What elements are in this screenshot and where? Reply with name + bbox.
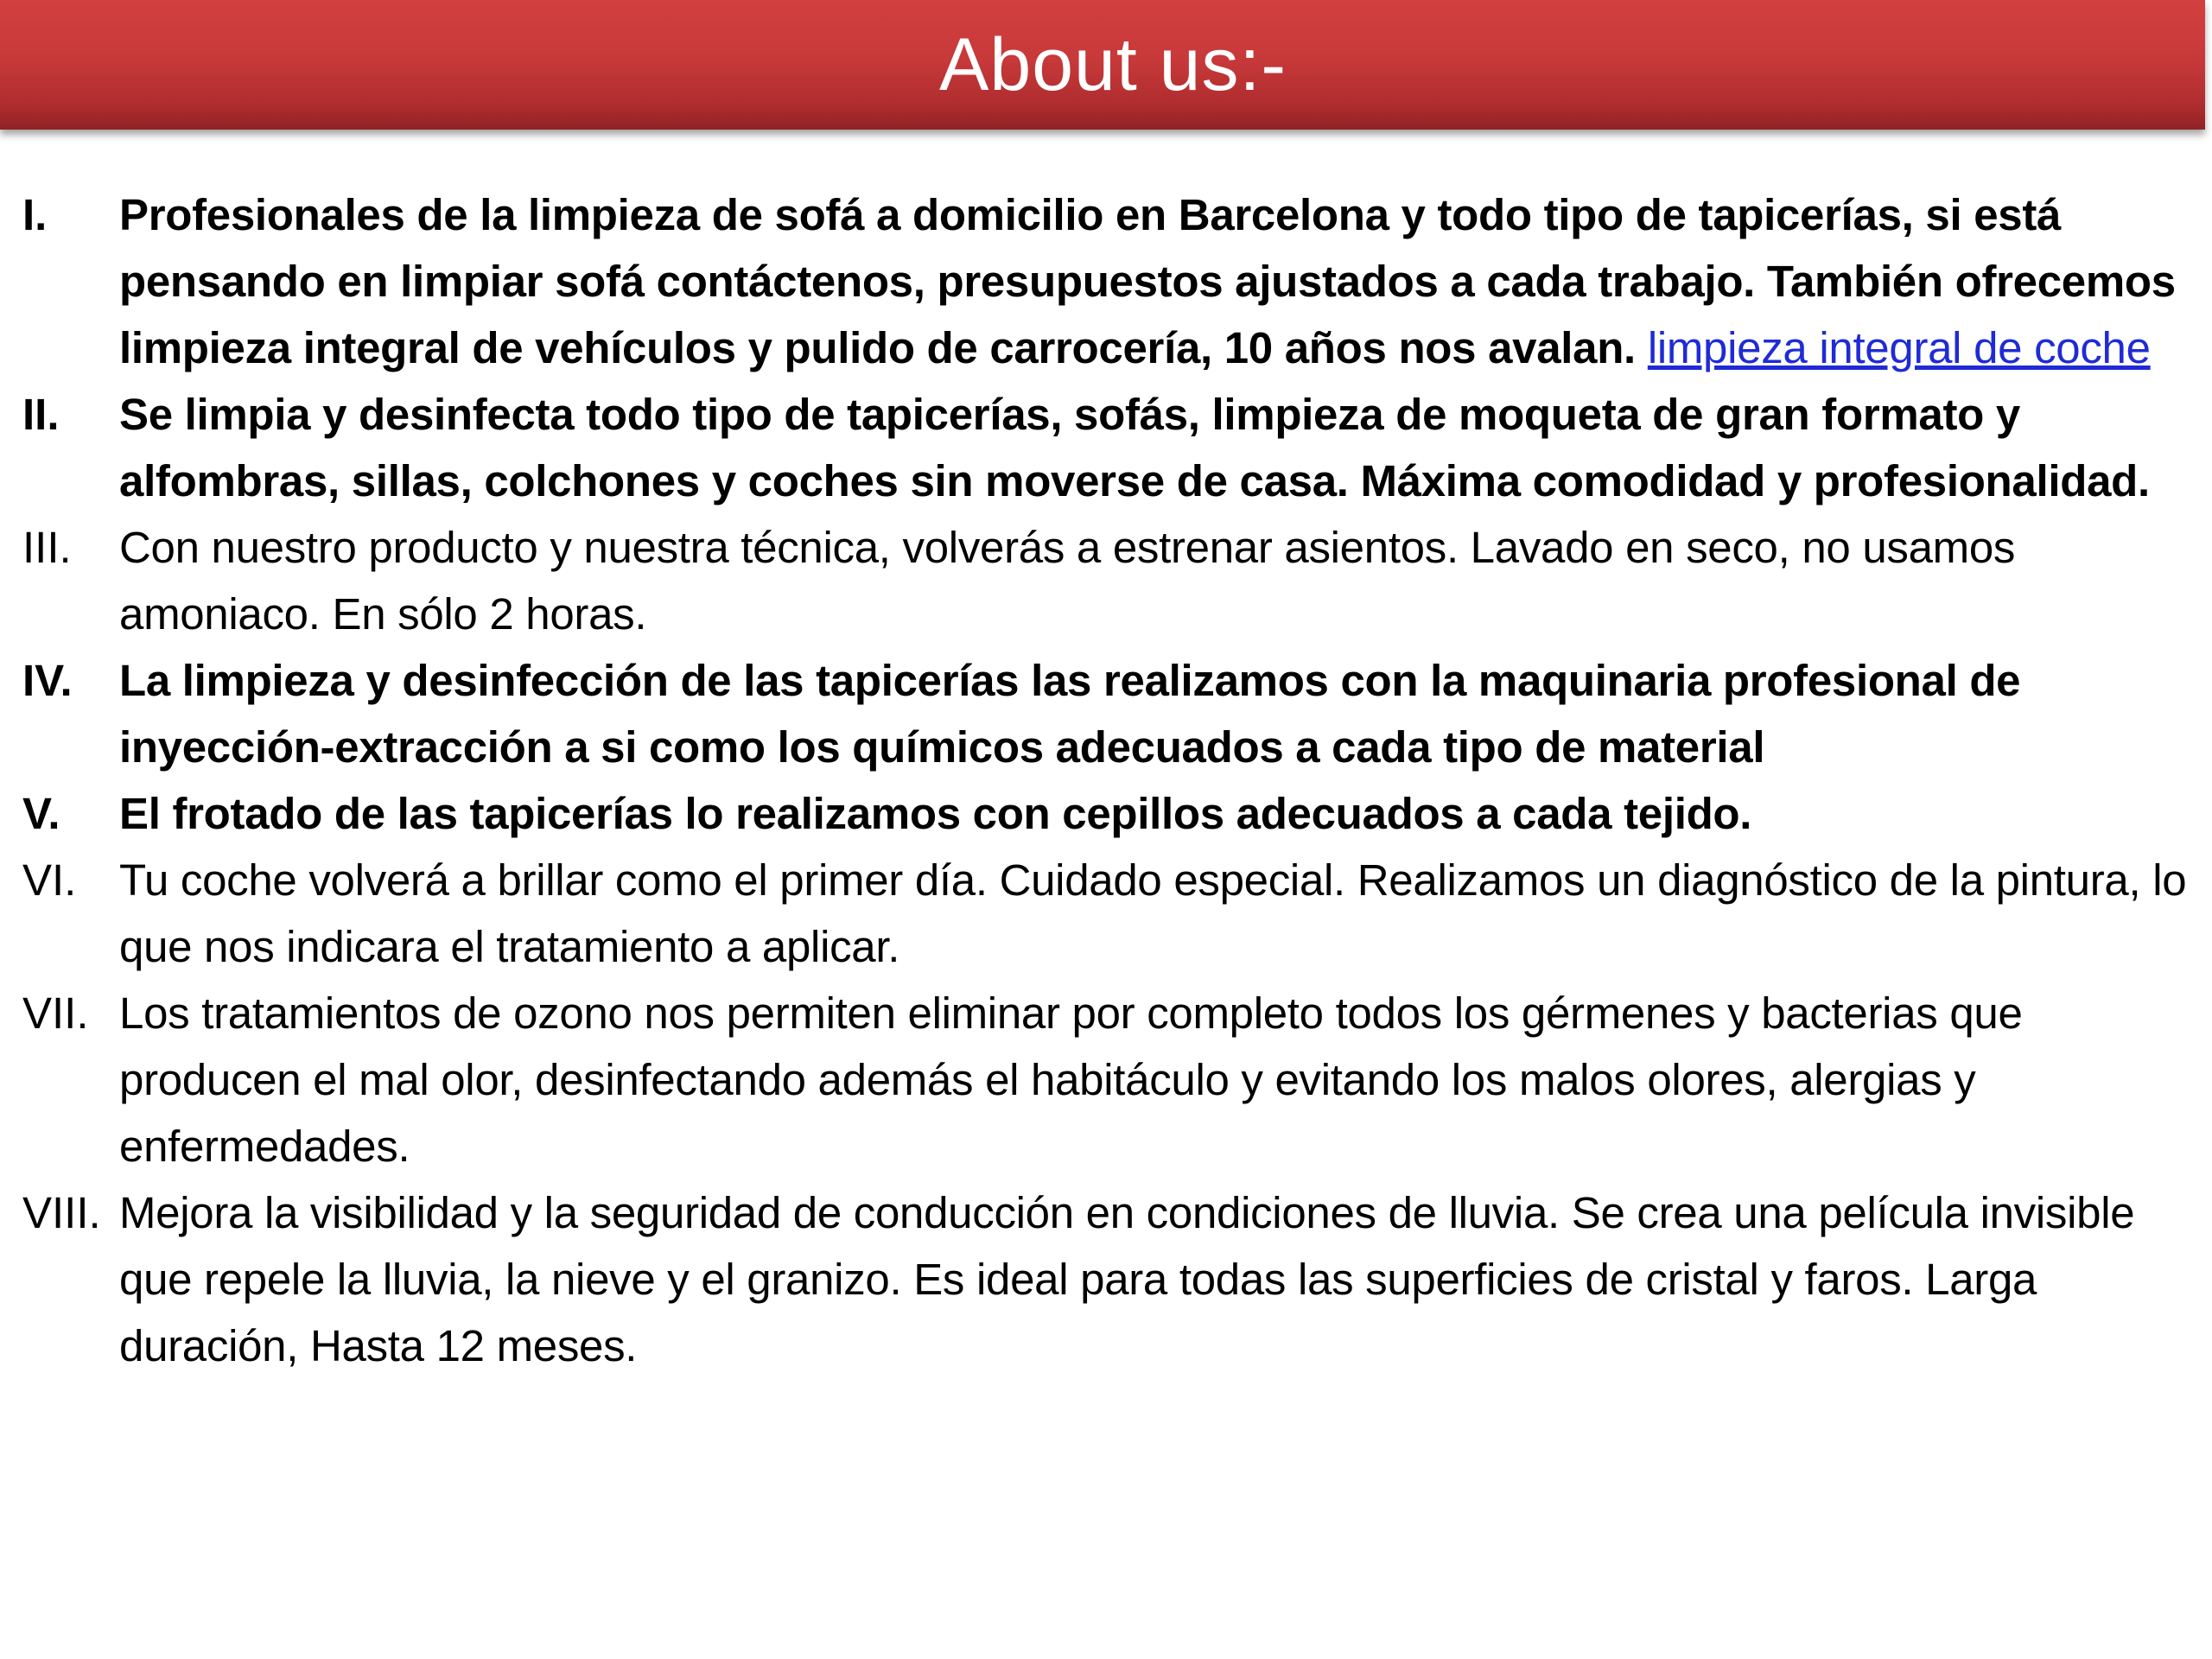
list-item-7 [22,980,2200,1179]
list-item-5 [22,780,2200,847]
list-numeral: I. [22,190,48,239]
list-item-text: Se limpia y desinfecta todo tipo de tapicerías, sofás, limpieza de moqueta de gran formato y alfombras, sillas, colchones y coches sin moverse de casa. Máxima comodidad y profesionalidad. [119,390,2150,505]
list-numeral: VII. [22,988,89,1038]
list-item-3 [22,514,2200,647]
list-numeral: VI. [22,855,77,905]
list-numeral: V. [22,789,60,838]
list-item-text: Con nuestro producto y nuestra técnica, volverás a estrenar asientos. Lavado en seco, no usamos amoniaco. En sólo 2 horas. [119,523,2016,639]
list-item-1 [22,181,2200,381]
list-item-text: La limpieza y desinfección de las tapicerías las realizamos con la maquinaria profesional de inyección-extracción a si como los químicos adecuados a cada tipo de material [119,656,2021,772]
list-numeral: VIII. [22,1188,101,1237]
list-item-text: El frotado de las tapicerías lo realizamos con cepillos adecuados a cada tejido. [119,789,1752,838]
list-item-8 [22,1179,2200,1379]
list-numeral: III. [22,523,72,572]
car-cleaning-link[interactable]: limpieza integral de coche [1647,323,2151,372]
content-list [22,181,2200,1379]
list-item-body: Profesionales de la limpieza de sofá a domicilio en Barcelona y todo tipo de tapicerías, si está pensando en limpiar sofá contáctenos, presupuestos ajustados a cada trabajo. También ofrecemos limpieza integral de vehículos y pulido de carrocería, 10 años nos avalan. [119,190,2176,372]
title-bar [0,0,2205,130]
list-item-text: Mejora la visibilidad y la seguridad de conducción en condiciones de lluvia. Se crea una película invisible que repele la lluvia, la nieve y el granizo. Es ideal para todas las superficies de cristal y faros. Larga duración, Hasta 12 meses. [119,1188,2135,1370]
list-item-text [119,181,2200,381]
list-item-4 [22,647,2200,780]
list-item-2 [22,381,2200,514]
list-item-text: Los tratamientos de ozono nos permiten eliminar por completo todos los gérmenes y bacterias que producen el mal olor, desinfectando además el habitáculo y evitando los malos olores, alergias y enfermedades. [119,988,2023,1171]
list-item-text: Tu coche volverá a brillar como el primer día. Cuidado especial. Realizamos un diagnóstico de la pintura, lo que nos indicara el tratamiento a aplicar. [119,855,2187,971]
list-item-6 [22,847,2200,980]
list-numeral: II. [22,390,60,439]
list-numeral: IV. [22,656,73,705]
slide-title: About us:- [939,23,1287,106]
